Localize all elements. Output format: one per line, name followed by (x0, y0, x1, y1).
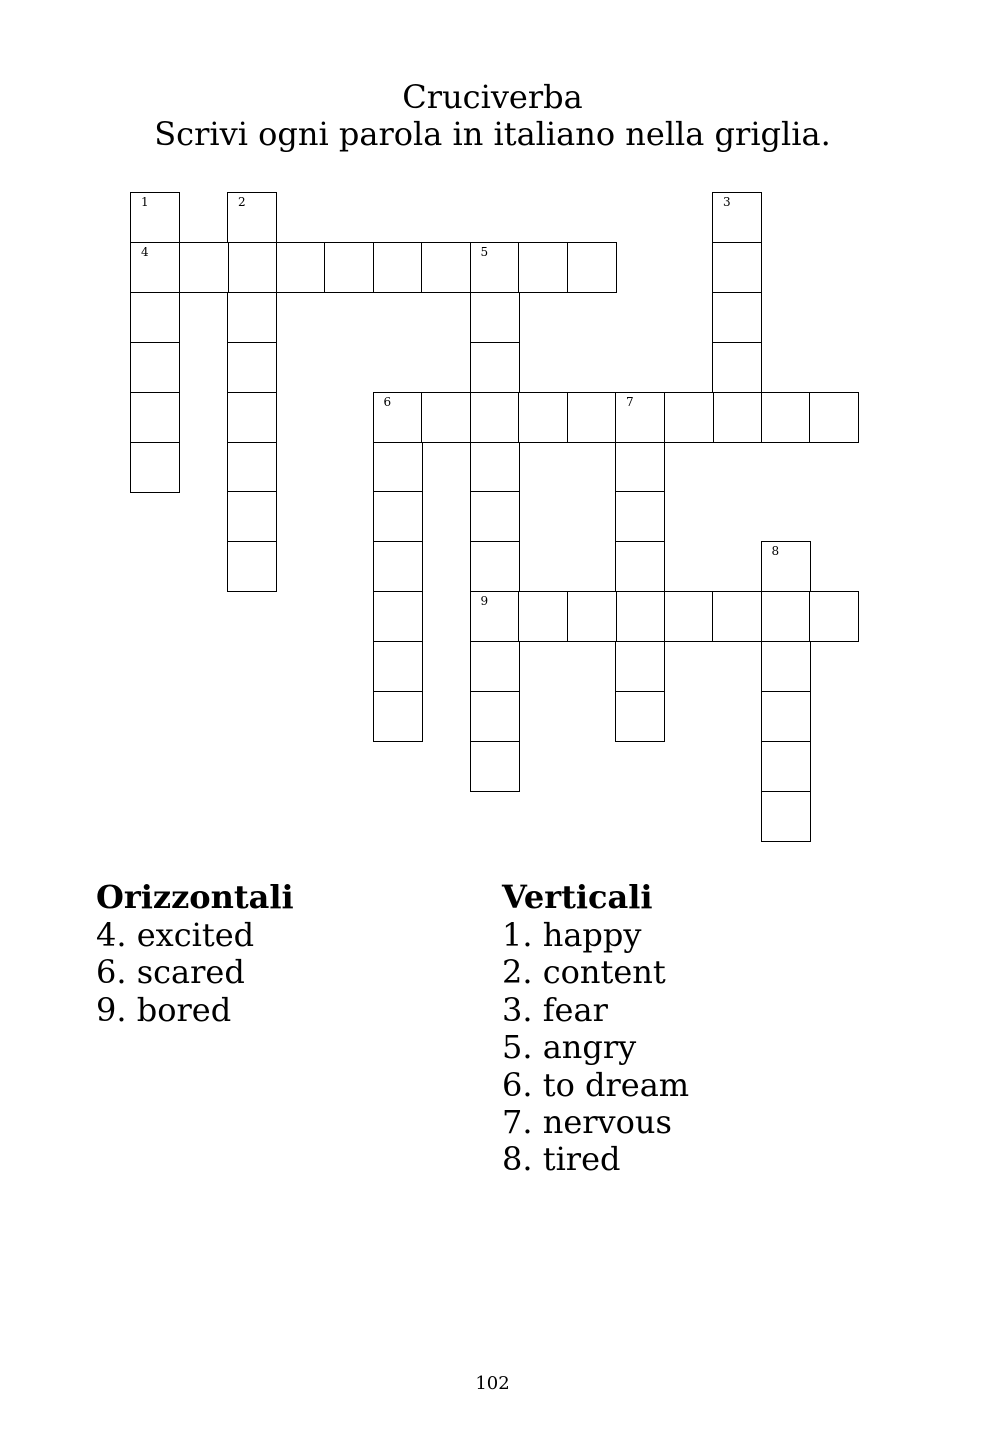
across-heading: Orizzontali (96, 878, 294, 916)
down-clue: 5. angry (502, 1028, 637, 1067)
grid-cell[interactable] (227, 392, 277, 443)
grid-cell[interactable] (227, 342, 277, 393)
grid-cell[interactable] (712, 292, 762, 343)
grid-cell[interactable] (712, 192, 762, 243)
grid-cell[interactable] (373, 442, 423, 493)
grid-cell[interactable] (664, 392, 714, 443)
grid-cell[interactable] (809, 591, 859, 642)
grid-cell[interactable] (470, 641, 520, 692)
grid-cell[interactable] (712, 392, 762, 443)
grid-cell[interactable] (761, 392, 811, 443)
clue-number: 3 (723, 195, 731, 209)
grid-cell[interactable] (470, 242, 520, 293)
grid-cell[interactable] (809, 392, 859, 443)
grid-cell[interactable] (470, 741, 520, 792)
down-heading: Verticali (502, 878, 653, 916)
down-clue: 1. happy (502, 916, 642, 954)
grid-cell[interactable] (615, 641, 665, 692)
grid-cell[interactable] (373, 591, 423, 642)
grid-cell[interactable] (227, 242, 277, 293)
grid-cell[interactable] (567, 591, 617, 642)
grid-cell[interactable] (373, 491, 423, 542)
grid-cell[interactable] (761, 591, 811, 642)
clue-number: 8 (771, 544, 780, 559)
grid-cell[interactable] (761, 541, 811, 592)
grid-cell[interactable] (130, 392, 180, 443)
grid-cell[interactable] (421, 392, 471, 443)
grid-cell[interactable] (567, 242, 617, 293)
grid-cell[interactable] (470, 342, 520, 393)
clue-number: 7 (626, 394, 634, 409)
grid-cell[interactable] (615, 491, 665, 542)
grid-cell[interactable] (130, 442, 180, 493)
grid-cell[interactable] (130, 242, 180, 293)
clue-number: 9 (480, 594, 489, 609)
down-clue: 7. nervous (502, 1103, 672, 1142)
across-clue: 4. excited (96, 916, 255, 954)
grid-cell[interactable] (761, 791, 811, 842)
grid-cell[interactable] (130, 192, 180, 243)
grid-cell[interactable] (227, 292, 277, 343)
grid-cell[interactable] (761, 741, 811, 792)
grid-cell[interactable] (227, 541, 277, 592)
grid-cell[interactable] (470, 541, 520, 592)
grid-cell[interactable] (179, 242, 229, 293)
clue-number: 1 (141, 195, 149, 209)
page-subtitle: Scrivi ogni parola in italiano nella griglia. (154, 115, 831, 153)
grid-cell[interactable] (615, 591, 665, 642)
grid-cell[interactable] (712, 242, 762, 293)
grid-cell[interactable] (130, 342, 180, 393)
grid-cell[interactable] (664, 591, 714, 642)
clue-number: 5 (480, 244, 489, 259)
grid-cell[interactable] (227, 192, 277, 243)
grid-cell[interactable] (470, 292, 520, 343)
grid-cell[interactable] (373, 641, 423, 692)
clue-number: 4 (141, 244, 149, 259)
grid-cell[interactable] (712, 591, 762, 642)
grid-cell[interactable] (276, 242, 326, 293)
across-clue: 6. scared (96, 953, 245, 992)
down-clue: 3. fear (502, 990, 608, 1029)
grid-cell[interactable] (761, 691, 811, 742)
grid-cell[interactable] (470, 591, 520, 642)
grid-cell[interactable] (130, 292, 180, 343)
down-clue: 6. to dream (502, 1065, 690, 1104)
grid-cell[interactable] (615, 442, 665, 493)
page-title: Cruciverba (402, 78, 583, 116)
grid-cell[interactable] (518, 242, 568, 293)
grid-cell[interactable] (518, 392, 568, 443)
grid-cell[interactable] (470, 691, 520, 742)
down-clue: 8. tired (502, 1140, 621, 1179)
grid-cell[interactable] (615, 392, 665, 443)
grid-cell[interactable] (615, 541, 665, 592)
clue-number: 6 (383, 394, 392, 409)
across-clue: 9. bored (96, 990, 232, 1029)
grid-cell[interactable] (373, 242, 423, 293)
grid-cell[interactable] (373, 541, 423, 592)
grid-cell[interactable] (712, 342, 762, 393)
grid-cell[interactable] (373, 691, 423, 742)
grid-cell[interactable] (421, 242, 471, 293)
grid-cell[interactable] (470, 392, 520, 443)
grid-cell[interactable] (470, 442, 520, 493)
page-number: 102 (475, 1373, 510, 1394)
grid-cell[interactable] (567, 392, 617, 443)
grid-cell[interactable] (227, 491, 277, 542)
grid-cell[interactable] (324, 242, 374, 293)
down-clue: 2. content (502, 953, 666, 992)
grid-cell[interactable] (761, 641, 811, 692)
grid-cell[interactable] (615, 691, 665, 742)
clue-number: 2 (238, 195, 246, 209)
down-clues (502, 877, 689, 1179)
grid-cell[interactable] (470, 491, 520, 542)
grid-cell[interactable] (518, 591, 568, 642)
grid-cell[interactable] (227, 442, 277, 493)
across-clues (96, 877, 294, 1029)
grid-cell[interactable] (373, 392, 423, 443)
